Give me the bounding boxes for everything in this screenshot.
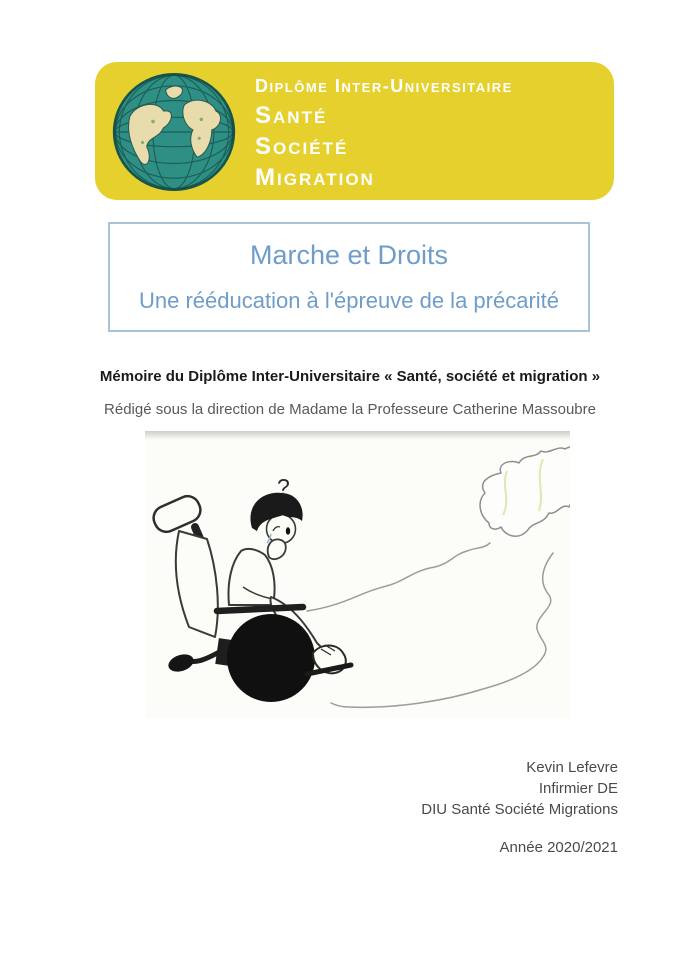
banner-text — [255, 76, 513, 193]
author-name: Kevin Lefevre — [526, 759, 618, 776]
wheel — [227, 614, 315, 702]
banner-program-label: Diplôme Inter-Universitaire — [255, 76, 513, 96]
cover-illustration — [145, 431, 570, 718]
diu-banner — [95, 62, 614, 200]
memoire-line: Mémoire du Diplôme Inter-Universitaire « Santé, société et migration » — [99, 368, 601, 385]
banner-word-migration: Migration — [255, 164, 375, 191]
globe-logo-icon — [111, 69, 237, 195]
title-box — [108, 222, 590, 332]
author-program: DIU Santé Société Migrations — [421, 801, 618, 818]
document-subtitle: Une rééducation à l'épreuve de la précarité — [138, 288, 560, 313]
question-mark: ? — [277, 474, 290, 500]
author-role: Infirmier DE — [538, 780, 618, 797]
document-title: Marche et Droits — [249, 240, 449, 270]
eye — [286, 527, 290, 535]
author-block — [421, 757, 618, 858]
banner-word-sante: Santé — [255, 102, 328, 129]
banner-word-societe: Société — [255, 133, 349, 160]
armrest-bar — [217, 607, 303, 611]
author-year: Année 2020/2021 — [499, 839, 618, 856]
direction-line: Rédigé sous la direction de Madame la Professeure Catherine Massoubre — [104, 401, 596, 418]
scan-edge-shadow — [145, 431, 570, 440]
